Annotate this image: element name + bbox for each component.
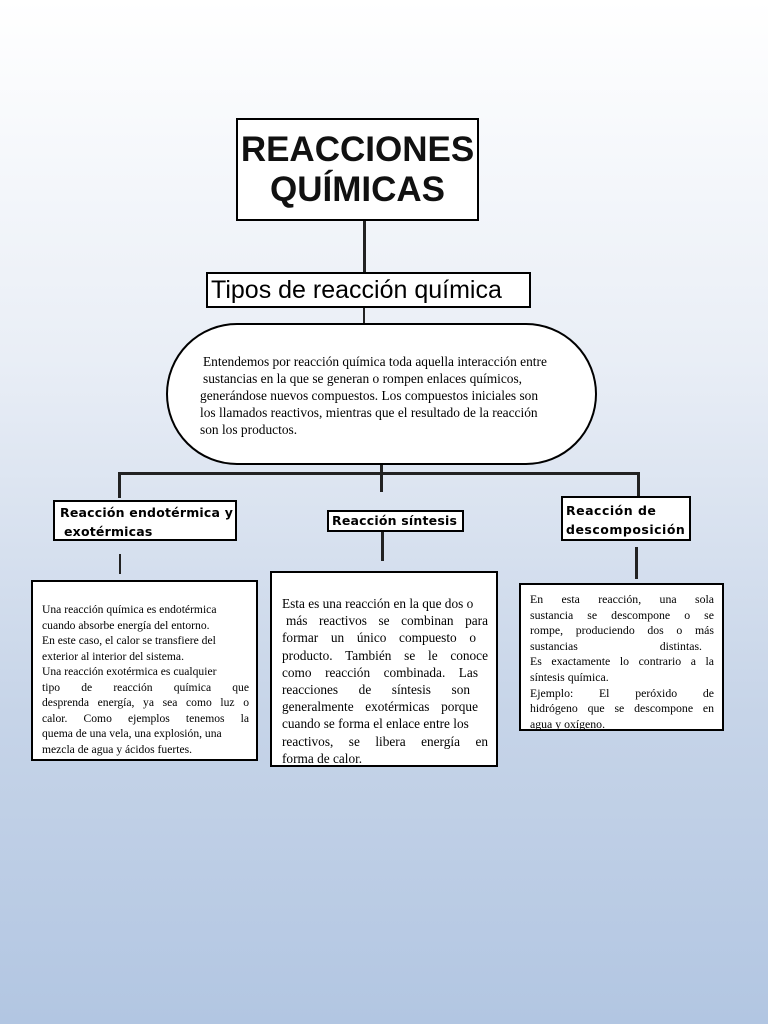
- description-line: formar un único compuesto o: [282, 630, 476, 646]
- connector-left-heading-desc: [119, 554, 121, 574]
- description-line: reacciones de síntesis son: [282, 682, 470, 698]
- description-line: Es exactamente lo contrario a la: [530, 654, 714, 669]
- definition-oval: [166, 323, 597, 465]
- main-title-box: [236, 118, 479, 221]
- connector-center-heading-desc: [381, 531, 384, 561]
- connector-subtitle-definition: [363, 308, 365, 323]
- description-line: reactivos, se libera energía en: [282, 733, 488, 749]
- description-line: sustancias distintas.: [530, 638, 702, 653]
- description-line: Ejemplo: El peróxido de: [530, 685, 714, 700]
- description-line: rompe, produciendo dos o más: [530, 623, 714, 638]
- definition-line: Entendemos por reacción química toda aquella interacción entre: [203, 354, 547, 369]
- description-line: calor. Como ejemplos tenemos la: [42, 711, 249, 725]
- description-line: forma de calor.: [282, 750, 363, 766]
- description-line: En esta reacción, una sola: [530, 592, 714, 606]
- heading-line: exotérmicas: [64, 524, 153, 539]
- heading-line: Reacción endotérmica y: [60, 505, 234, 520]
- main-title-line-1: REACCIONES: [240, 129, 475, 169]
- heading-endothermic-exothermic: [53, 500, 237, 541]
- description-line: cuando se forma el enlace entre los: [282, 716, 469, 732]
- description-line: cuando absorbe energía del entorno.: [42, 618, 210, 632]
- description-line: más reactivos se combinan para: [286, 613, 488, 629]
- description-line: quema de una vela, una explosión, una: [42, 727, 222, 740]
- description-line: tipo de reacción química que: [42, 680, 249, 694]
- connector-definition-bus: [380, 465, 383, 492]
- connector-bus-right: [637, 472, 640, 496]
- connector-bus-horizontal: [118, 472, 640, 475]
- description-line: Una reacción química es endotérmica: [42, 603, 217, 616]
- heading-line: descomposición: [566, 522, 686, 537]
- definition-text: [200, 353, 580, 438]
- description-line: producto. También se le conoce: [282, 647, 488, 663]
- description-line: Esta es una reacción en la que dos o: [282, 596, 474, 611]
- subtitle-text: Tipos de reacción química: [211, 276, 502, 304]
- description-line: agua y oxígeno.: [530, 716, 606, 731]
- subtitle-box: [206, 272, 531, 308]
- description-line: generalmente exotérmicas porque: [282, 699, 478, 715]
- description-line: mezcla de agua y ácidos fuertes.: [42, 742, 192, 756]
- description-endothermic-exothermic: [31, 580, 258, 761]
- heading-decomposition: [561, 496, 691, 541]
- main-title-line-2: QUÍMICAS: [270, 169, 445, 209]
- definition-line: los llamados reactivos, mientras que el resultado de la reacción: [200, 405, 538, 420]
- description-synthesis: [270, 571, 498, 767]
- connector-title-subtitle: [363, 221, 366, 272]
- description-line: hidrógeno que se descompone en: [530, 701, 714, 716]
- description-decomposition: [519, 583, 724, 731]
- heading-synthesis: [327, 510, 464, 532]
- definition-line: son los productos.: [200, 422, 298, 437]
- description-line: En este caso, el calor se transfiere del: [42, 634, 216, 647]
- description-line: Una reacción exotérmica es cualquier: [42, 665, 217, 678]
- definition-line: generándose nuevos compuestos. Los compuestos iniciales son: [200, 388, 539, 403]
- description-line: sustancia se descompone o se: [530, 607, 714, 622]
- connector-bus-left: [118, 472, 121, 498]
- definition-line: sustancias en la que se generan o rompen enlaces químicos,: [203, 371, 523, 386]
- connector-right-heading-desc: [635, 547, 638, 579]
- heading-line: Reacción síntesis: [332, 513, 458, 528]
- description-line: exterior al interior del sistema.: [42, 649, 184, 663]
- heading-line: Reacción de: [566, 503, 657, 518]
- description-line: desprenda energía, ya sea como luz o: [42, 696, 249, 709]
- description-line: como reacción combinada. Las: [282, 664, 478, 680]
- description-line: síntesis química.: [530, 669, 609, 684]
